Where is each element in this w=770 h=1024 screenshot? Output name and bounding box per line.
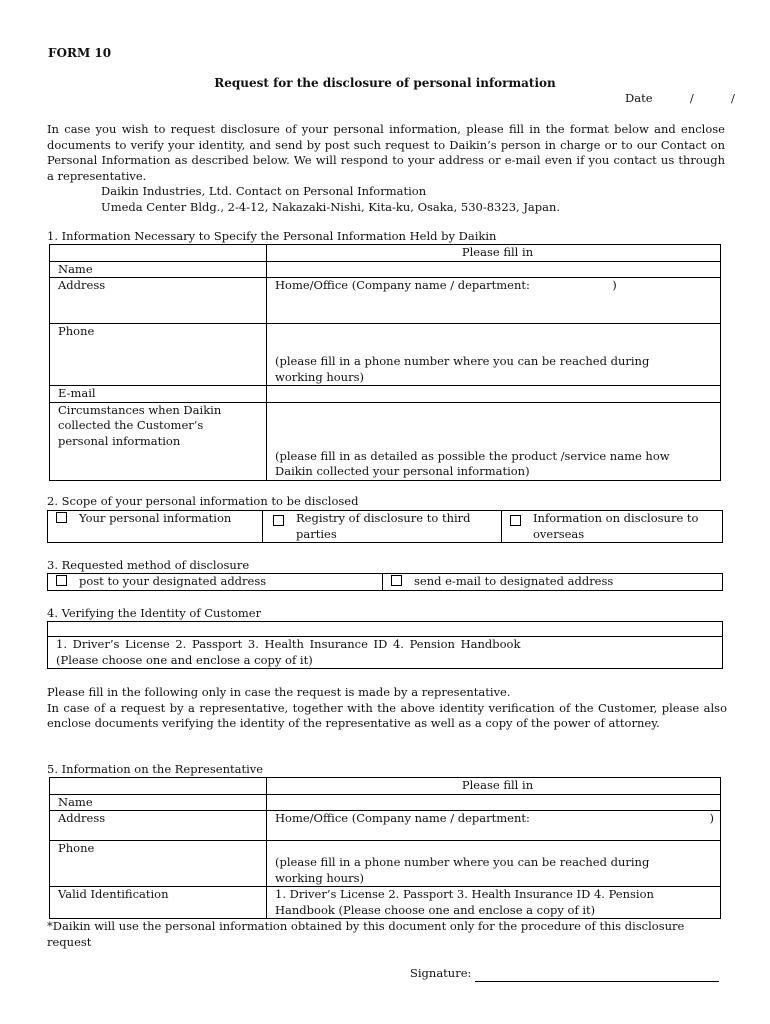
address-hint: Home/Office (Company name / department: (275, 811, 530, 825)
fill-in-header: Please fill in (267, 778, 721, 795)
valid-id-hint: 1. Driver’s License 2. Passport 3. Health Insurance ID 4. Pension Handbook (Please choose one and enclose a copy of it) (275, 887, 654, 917)
option-label: send e-mail to designated address (414, 574, 614, 588)
rep-phone-label: Phone (50, 841, 267, 887)
intro-block (47, 122, 725, 215)
rep-name-label: Name (50, 794, 267, 811)
section1-table (49, 244, 721, 481)
option-label: post to your designated address (79, 574, 267, 588)
scope-option-registry[interactable] (263, 511, 502, 543)
rep-valid-id-label: Valid Identification (50, 887, 267, 919)
signature-row (410, 966, 719, 982)
representative-note-line1: Please fill in the following only in case the request is made by a representative. (47, 685, 511, 699)
address-field[interactable] (267, 278, 721, 324)
section3-table (47, 573, 723, 591)
section5-heading: 5. Information on the Representative (47, 762, 264, 776)
rep-address-label: Address (50, 811, 267, 841)
checkbox-icon[interactable] (56, 512, 67, 523)
id-document-list: 1. Driver’s License 2. Passport 3. Health Insurance ID 4. Pension Handbook (56, 637, 521, 651)
name-field[interactable] (267, 261, 721, 278)
circumstances-hint: (please fill in as detailed as possible the product /service name how Daikin collected your personal information) (275, 448, 670, 478)
representative-note (47, 685, 727, 732)
email-field[interactable] (267, 386, 721, 403)
checkbox-icon[interactable] (391, 575, 402, 586)
close-paren: ) (612, 278, 617, 292)
intro-paragraph: In case you wish to request disclosure of your personal information, please fill in the format below and enclose documents to verify your identity, and send by post such request to Daikin’s person in charge or to our Contact on Personal Information as described below. We will respond to your address or e-mail even if you contact us through a representative. (47, 122, 725, 183)
address-label: Address (50, 278, 267, 324)
phone-hint: (please fill in a phone number where you can be reached during working hours) (275, 855, 650, 885)
section2-table (47, 510, 723, 543)
footer-note: *Daikin will use the personal information obtained by this document only for the procedure of this disclosure request (47, 919, 685, 949)
signature-line[interactable] (475, 968, 719, 982)
method-option-email[interactable] (383, 574, 723, 591)
option-label: Information on disclosure to overseas (533, 511, 699, 541)
signature-label: Signature: (410, 966, 472, 980)
rep-valid-id-field[interactable] (267, 887, 721, 919)
option-label: Registry of disclosure to third parties (296, 511, 471, 541)
checkbox-icon[interactable] (510, 515, 521, 526)
name-label: Name (50, 261, 267, 278)
rep-address-field[interactable] (267, 811, 721, 841)
fill-in-header: Please fill in (267, 245, 721, 262)
date-separator: / (731, 91, 735, 105)
section2-heading: 2. Scope of your personal information to be disclosed (47, 494, 359, 508)
contact-address: Umeda Center Bldg., 2-4-12, Nakazaki-Nishi, Kita-ku, Osaka, 530-8323, Japan. (101, 199, 561, 214)
section5-table (49, 777, 721, 919)
close-paren: ) (709, 811, 714, 825)
id-document-note: (Please choose one and enclose a copy of it) (56, 652, 313, 667)
section3-heading: 3. Requested method of disclosure (47, 558, 250, 572)
circumstances-field[interactable] (267, 402, 721, 480)
section4-heading: 4. Verifying the Identity of Customer (47, 606, 262, 620)
page-title: Request for the disclosure of personal information (214, 76, 556, 90)
checkbox-icon[interactable] (56, 575, 67, 586)
date-label: Date (625, 91, 653, 105)
rep-phone-field[interactable] (267, 841, 721, 887)
representative-note-line2: In case of a request by a representative, together with the above identity verification of the Customer, please also enclose documents verifying the identity of the representative as well as a copy of the power of attorney. (47, 700, 727, 730)
section4-table (47, 621, 723, 669)
phone-hint: (please fill in a phone number where you can be reached during working hours) (275, 354, 650, 384)
option-label: Your personal information (79, 511, 232, 525)
date-separator: / (689, 91, 694, 105)
identity-field[interactable] (48, 622, 723, 637)
address-hint: Home/Office (Company name / department: (275, 278, 530, 292)
date-row (625, 91, 735, 107)
phone-label: Phone (50, 324, 267, 386)
form-number: FORM 10 (48, 46, 112, 60)
contact-name: Daikin Industries, Ltd. Contact on Personal Information (101, 184, 427, 198)
section1-heading: 1. Information Necessary to Specify the Personal Information Held by Daikin (47, 229, 497, 243)
scope-option-overseas[interactable] (502, 511, 723, 543)
scope-option-personal[interactable] (48, 511, 263, 543)
method-option-post[interactable] (48, 574, 383, 591)
checkbox-icon[interactable] (273, 515, 284, 526)
circumstances-label: Circumstances when Daikin collected the Customer’s personal information (50, 402, 267, 480)
phone-field[interactable] (267, 324, 721, 386)
rep-name-field[interactable] (267, 794, 721, 811)
email-label: E-mail (50, 386, 267, 403)
